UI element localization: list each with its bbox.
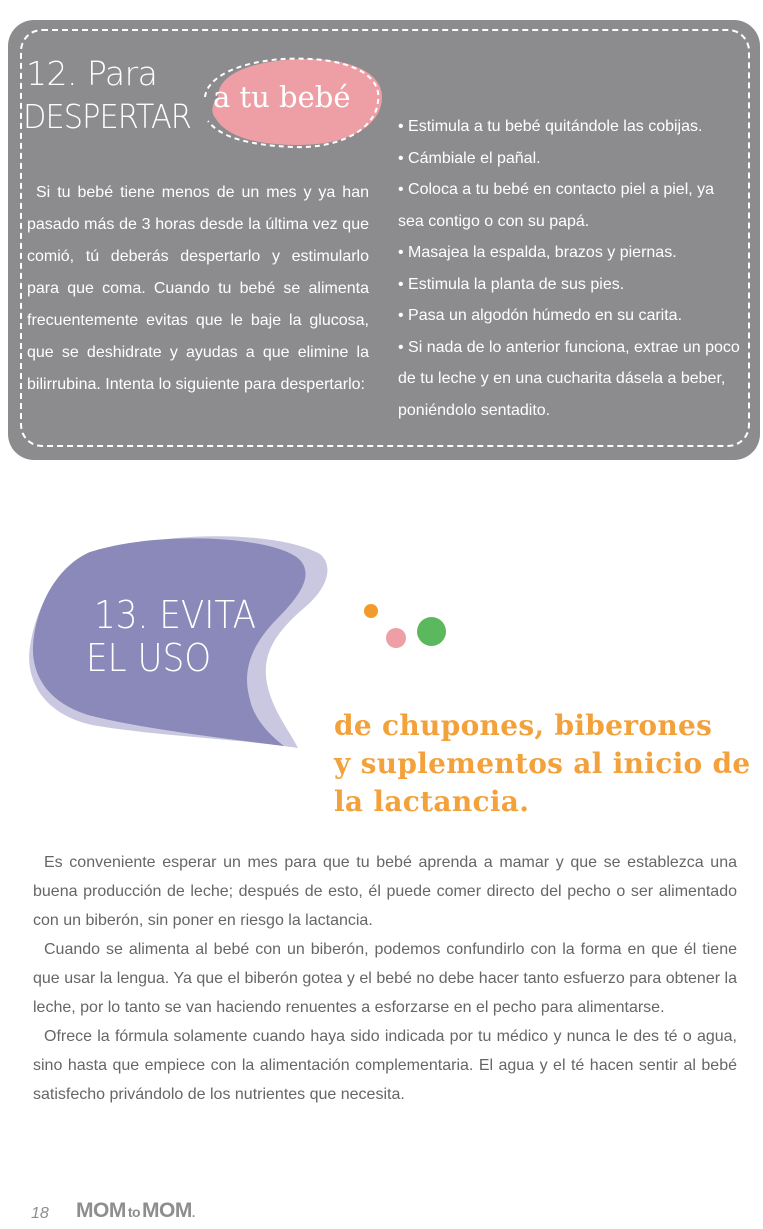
brand-part: MOM (76, 1199, 126, 1222)
list-item: • Si nada de lo anterior funciona, extrae un poco de tu leche y en una cucharita dásela a beber, poniéndolo sentadito. (398, 338, 740, 419)
section-13-body (33, 848, 737, 1109)
brand-part: . (191, 1206, 195, 1220)
list-item: • Coloca a tu bebé en contacto piel a piel, ya sea contigo o con su papá. (398, 181, 715, 230)
brand-part: MOM (142, 1199, 192, 1222)
page-number: 18 (31, 1205, 49, 1222)
brand-logo (76, 1199, 195, 1223)
decorative-dot-green (417, 617, 446, 646)
list-item: • Pasa un algodón húmedo en su carita. (398, 307, 683, 324)
brand-part: to (127, 1204, 141, 1220)
list-item: • Estimula la planta de sus pies. (398, 275, 625, 293)
list-item: • Cámbiale el pañal. (398, 149, 541, 167)
body-paragraph: Ofrece la fórmula solamente cuando haya sido indicada por tu médico y nunca le des té o agua, sino hasta que empiece con la alimentación complementaria. El agua y el té hacen sentir al bebé satisfecho privándolo de los nutrientes que necesita. (33, 1028, 737, 1103)
decorative-dot-pink (386, 628, 406, 648)
subtitle-line: la lactancia. (334, 785, 530, 818)
section-12-highlight: a tu bebé (213, 80, 351, 114)
body-paragraph: Cuando se alimenta al bebé con un biberón, podemos confundirlo con la forma en que él tiene que usar la lengua. Ya que el biberón gotea y el bebé no debe hacer tanto esfuerzo para obtener la leche, por lo tanto se van haciendo renuentes a esforzarse en el pecho para alimentarse. (33, 941, 737, 1016)
list-item: • Estimula a tu bebé quitándole las cobijas. (398, 118, 703, 135)
section-13-title-line1: 13. EVITA (94, 593, 256, 637)
subtitle-line: y suplementos al inicio de (334, 747, 751, 780)
section-12-title-line2: DESPERTAR (23, 97, 191, 136)
section-12-title-line1: 12. Para (26, 54, 158, 93)
section-13-title-line2: EL USO (86, 636, 212, 680)
list-item: • Masajea la espalda, brazos y piernas. (398, 244, 677, 261)
section-12-tips-list (398, 111, 742, 426)
body-paragraph: Es conveniente esperar un mes para que tu bebé aprenda a mamar y que se establezca una buena producción de leche; después de esto, él puede comer directo del pecho o ser alimentado con un biberón, sin poner en riesgo la lactancia. (33, 854, 737, 929)
decorative-dot-orange (364, 604, 378, 618)
section-13-subtitle (334, 707, 751, 821)
section-12-paragraph: Si tu bebé tiene menos de un mes y ya han pasado más de 3 horas desde la última vez que comió, tú deberás despertarlo y estimularlo para que coma. Cuando tu bebé se alimenta frecuentemente evitas que le baje la glucosa, que se deshidrate y ayudas a que elimine la bilirrubina. Intenta lo siguiente para despertarlo: (27, 184, 369, 393)
subtitle-line: de chupones, biberones (334, 709, 713, 742)
